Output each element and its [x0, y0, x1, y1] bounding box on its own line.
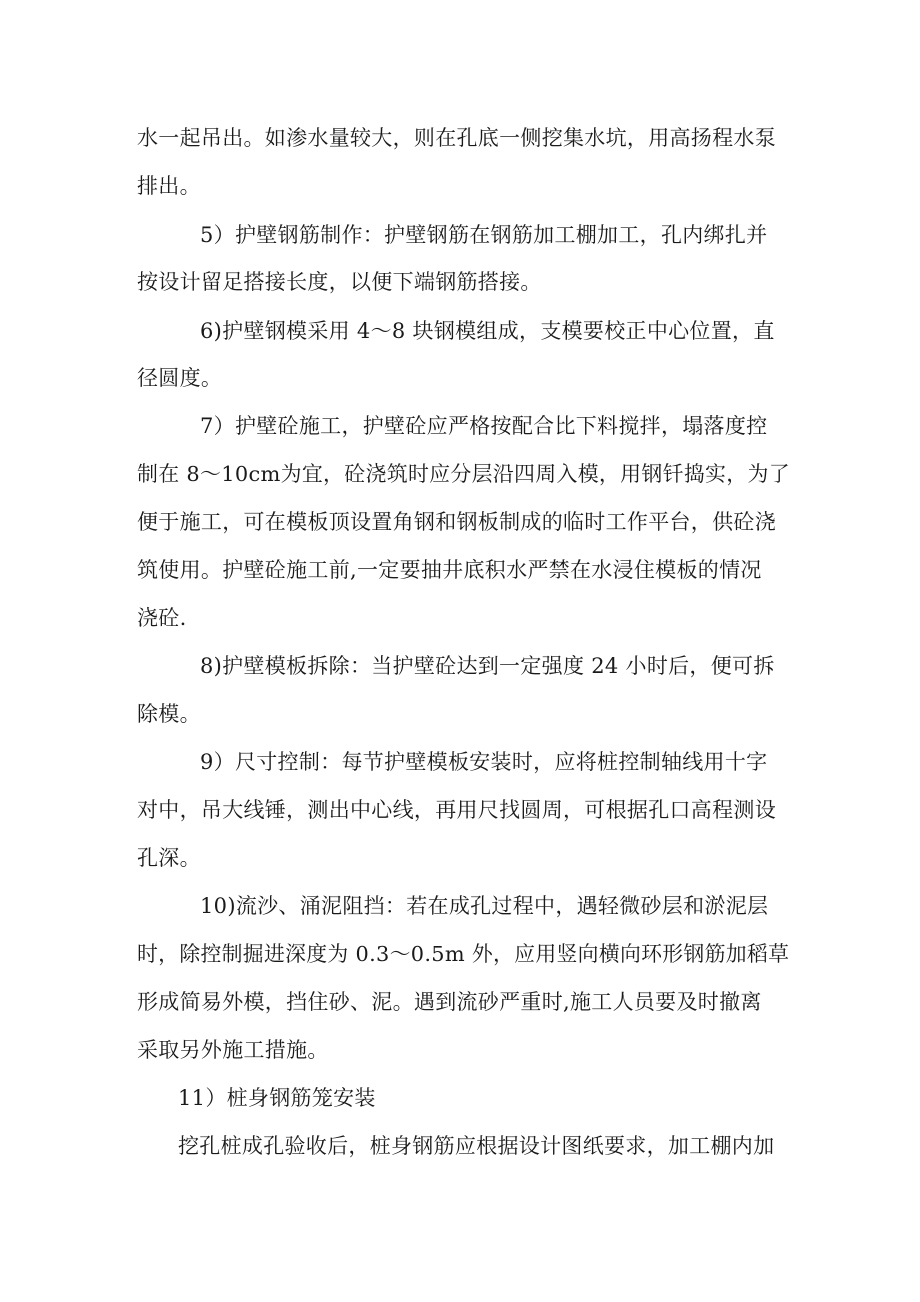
text-line: 形成简易外模，挡住砂、泥。遇到流砂严重时,施工人员要及时撤离 [137, 990, 762, 1014]
text-line: 时，除控制掘进深度为 0.3～0.5m 外，应用竖向横向环形钢筋加稻草 [137, 942, 790, 966]
text-line: 挖孔桩成孔验收后，桩身钢筋应根据设计图纸要求，加工棚内加 [178, 1134, 775, 1158]
text-line: 制在 8～10cm为宜，砼浇筑时应分层沿四周入模，用钢钎捣实，为了 [137, 462, 790, 486]
text-line: 9）尺寸控制：每节护壁模板安装时，应将桩控制轴线用十字 [200, 750, 768, 774]
text-line: 5）护壁钢筋制作：护壁钢筋在钢筋加工棚加工，孔内绑扎并 [200, 223, 768, 247]
text-line: 浇砼. [137, 606, 187, 630]
text-line: 对中，吊大线锤，测出中心线，再用尺找圆周，可根据孔口高程测设 [137, 798, 776, 822]
text-line: 水一起吊出。如渗水量较大，则在孔底一侧挖集水坑，用高扬程水泵 [137, 126, 776, 150]
text-line: 孔深。 [137, 846, 201, 870]
text-line: 6)护壁钢模采用 4～8 块钢模组成，支模要校正中心位置，直 [200, 319, 775, 343]
text-line: 8)护壁模板拆除：当护壁砼达到一定强度 24 小时后，便可拆 [200, 654, 775, 678]
text-line: 7）护壁砼施工，护壁砼应严格按配合比下料搅拌，塌落度控 [200, 414, 768, 438]
text-line: 径圆度。 [137, 366, 223, 390]
text-line: 按设计留足搭接长度，以便下端钢筋搭接。 [137, 270, 542, 294]
text-line: 筑使用。护壁砼施工前,一定要抽井底积水严禁在水浸住模板的情况 [137, 558, 762, 582]
text-line: 便于施工，可在模板顶设置角钢和钢板制成的临时工作平台，供砼浇 [137, 510, 776, 534]
text-line: 10)流沙、涌泥阻挡：若在成孔过程中，遇轻微砂层和淤泥层 [200, 894, 769, 918]
text-line: 排出。 [137, 174, 201, 198]
text-line: 除模。 [137, 702, 201, 726]
text-line: 采取另外施工措施。 [137, 1038, 329, 1062]
text-line: 11）桩身钢筋笼安装 [178, 1086, 376, 1110]
